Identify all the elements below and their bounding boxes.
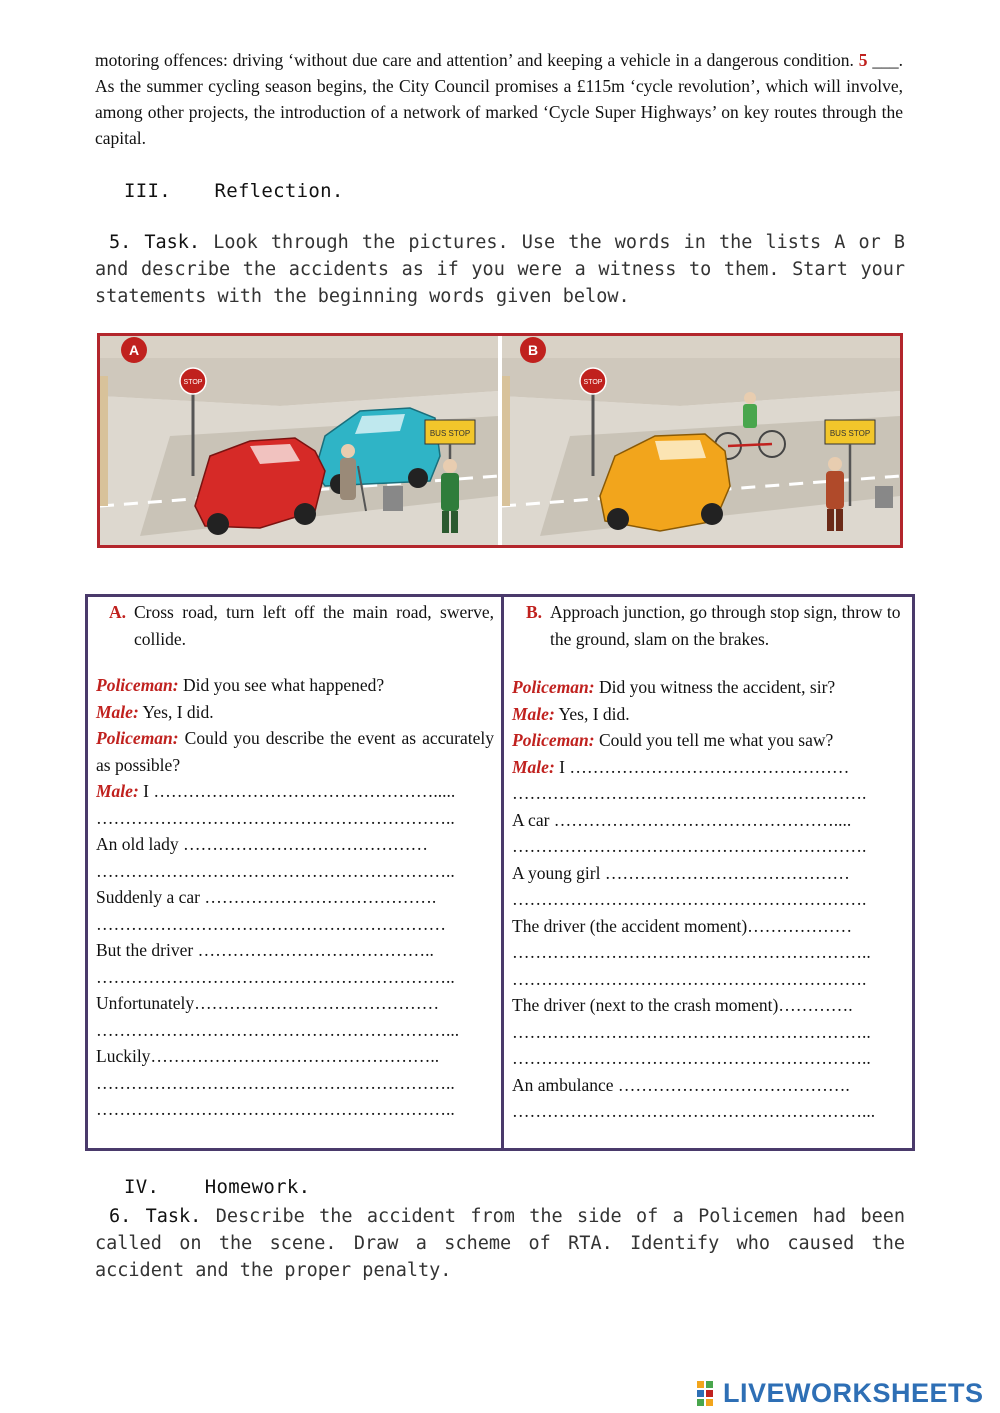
speaker: Male:	[96, 781, 139, 801]
task-text: Look through the pictures. Use the words in the lists A or B and describe the accidents as if you were a witness to them. Start your statements with the beginning words given below.	[95, 232, 906, 307]
section-heading-reflection	[124, 180, 344, 202]
answer-line[interactable]: …………………………………………………….	[512, 889, 867, 909]
dialogue-line	[96, 699, 494, 726]
intro-text-part2: . As the summer cycling season begins, the City Council promises a £115m ‘cycle revolution’, which will involve, among other projects, the introduction of a network of marked ‘Cycle Super Highways’ on key routes through the capital.	[95, 50, 904, 148]
answer-line[interactable]: …………………………………………………….	[512, 783, 867, 803]
utterance: Did you witness the accident, sir?	[599, 677, 836, 697]
answer-line[interactable]: Unfortunately……………………………………	[96, 993, 440, 1013]
section-title: Homework.	[204, 1176, 311, 1198]
answer-line[interactable]: The driver (next to the crash moment)………….	[512, 995, 853, 1015]
section-numeral: IV.	[124, 1176, 160, 1198]
speaker: Policeman:	[96, 675, 179, 695]
letter-b: B.	[525, 602, 542, 622]
answer-line[interactable]: A car …………………………………………....	[512, 809, 852, 830]
table-divider	[501, 597, 504, 1148]
task-text: Describe the accident from the side of a Policemen had been called on the scene. Draw a scheme of RTA. Identify who caused the accident and the proper penalty.	[95, 1206, 906, 1281]
answer-line[interactable]: …………………………………………………….	[512, 836, 867, 856]
answer-line[interactable]: ……………………………………………………..	[96, 1099, 455, 1119]
dialogue-line	[512, 701, 907, 728]
dialogue-table	[85, 594, 915, 1151]
utterance: Did you see what happened?	[183, 675, 385, 695]
speaker: Male:	[512, 756, 555, 777]
answer-line[interactable]: An ambulance ………………………………….	[512, 1074, 850, 1095]
column-b	[512, 597, 907, 1125]
section-title: Reflection.	[214, 180, 344, 202]
utterance: Could you describe the event as accurately as possible?	[96, 728, 494, 775]
answer-start[interactable]	[96, 778, 494, 805]
section-numeral: III.	[124, 180, 171, 202]
stop-sign-a-label: STOP	[183, 379, 203, 386]
speaker: Policeman:	[96, 728, 179, 748]
dialogue-line	[512, 727, 907, 754]
answer-line[interactable]: ……………………………………………………..	[96, 807, 455, 828]
utterance: Yes, I did.	[142, 701, 214, 722]
liveworksheets-logo[interactable]	[697, 1378, 984, 1408]
section-heading-homework	[124, 1176, 310, 1198]
task-label: 5. Task.	[109, 232, 201, 253]
dialogue-line	[96, 725, 494, 778]
letter-a: A.	[108, 602, 126, 622]
picture-b	[502, 336, 900, 545]
answer-line[interactable]: ……………………………………………………..	[512, 1048, 871, 1068]
answer-line[interactable]: A young girl ……………………………………	[512, 862, 850, 883]
speaker: Policeman:	[512, 677, 595, 697]
answer-line[interactable]: …………………………………………………….	[512, 968, 867, 989]
utterance: Yes, I did.	[558, 703, 630, 724]
bus-stop-b-label: BUS STOP	[829, 429, 871, 438]
answer-line[interactable]: ……………………………………………………..	[512, 942, 871, 962]
intro-text-part1: motoring offences: driving ‘without due care and attention’ and keeping a vehicle in a dangerous condition.	[95, 50, 854, 70]
logo-text: LIVEWORKSHEETS	[723, 1377, 984, 1408]
words-b: Approach junction, go through stop sign, throw to the ground, slam on the brakes.	[550, 602, 901, 649]
answer-line[interactable]: ……………………………………………………..	[96, 860, 455, 881]
dialogue-line	[512, 674, 907, 701]
task-label: 6. Task.	[109, 1206, 202, 1227]
answer-line[interactable]: ……………………………………………………...	[96, 1019, 460, 1040]
answer-line[interactable]: The driver (the accident moment)………………	[512, 915, 853, 936]
answer-line[interactable]: ……………………………………………………..	[96, 1072, 455, 1093]
utterance: Could you tell me what you saw?	[599, 730, 834, 750]
answer-line[interactable]: ……………………………………………………...	[512, 1101, 876, 1121]
answer-blank: I ………………………………………….....	[143, 781, 456, 801]
task-6-instructions	[95, 1203, 905, 1284]
gap-number: 5	[858, 50, 868, 70]
logo-icon	[697, 1379, 723, 1407]
answer-start[interactable]	[512, 754, 907, 781]
answer-blank: I …………………………………………	[559, 756, 850, 777]
bus-stop-a-label: BUS STOP	[429, 429, 471, 438]
column-a	[96, 597, 494, 1123]
speaker: Male:	[512, 703, 555, 724]
dialogue-line	[96, 672, 494, 699]
answer-line[interactable]: ……………………………………………………..	[96, 966, 455, 987]
dialogue-a	[96, 672, 494, 1123]
gap-blank[interactable]: ___	[872, 50, 899, 70]
answer-line[interactable]: ……………………………………………………..	[512, 1021, 871, 1042]
speaker: Policeman:	[512, 730, 595, 750]
answer-line[interactable]: But the driver …………………………………..	[96, 940, 434, 960]
word-list-a	[96, 599, 494, 652]
badge-b-label: B	[527, 342, 539, 358]
task-5-instructions	[95, 229, 905, 310]
words-a: Cross road, turn left off the main road, swerve, collide.	[134, 602, 494, 649]
speaker: Male:	[96, 701, 139, 722]
accident-pictures	[97, 333, 903, 548]
dialogue-b	[512, 674, 907, 1125]
picture-a	[100, 336, 498, 545]
word-list-b	[512, 599, 907, 652]
stop-sign-b-label: STOP	[583, 379, 603, 386]
accident-illustration	[100, 336, 900, 545]
answer-line[interactable]: Suddenly a car ………………………………….	[96, 887, 437, 907]
answer-line[interactable]: An old lady ……………………………………	[96, 834, 429, 854]
intro-paragraph	[95, 47, 903, 151]
answer-line[interactable]: Luckily…………………………………………..	[96, 1046, 440, 1066]
answer-line[interactable]: ……………………………………………………	[96, 913, 446, 934]
badge-a-label: A	[128, 342, 140, 358]
